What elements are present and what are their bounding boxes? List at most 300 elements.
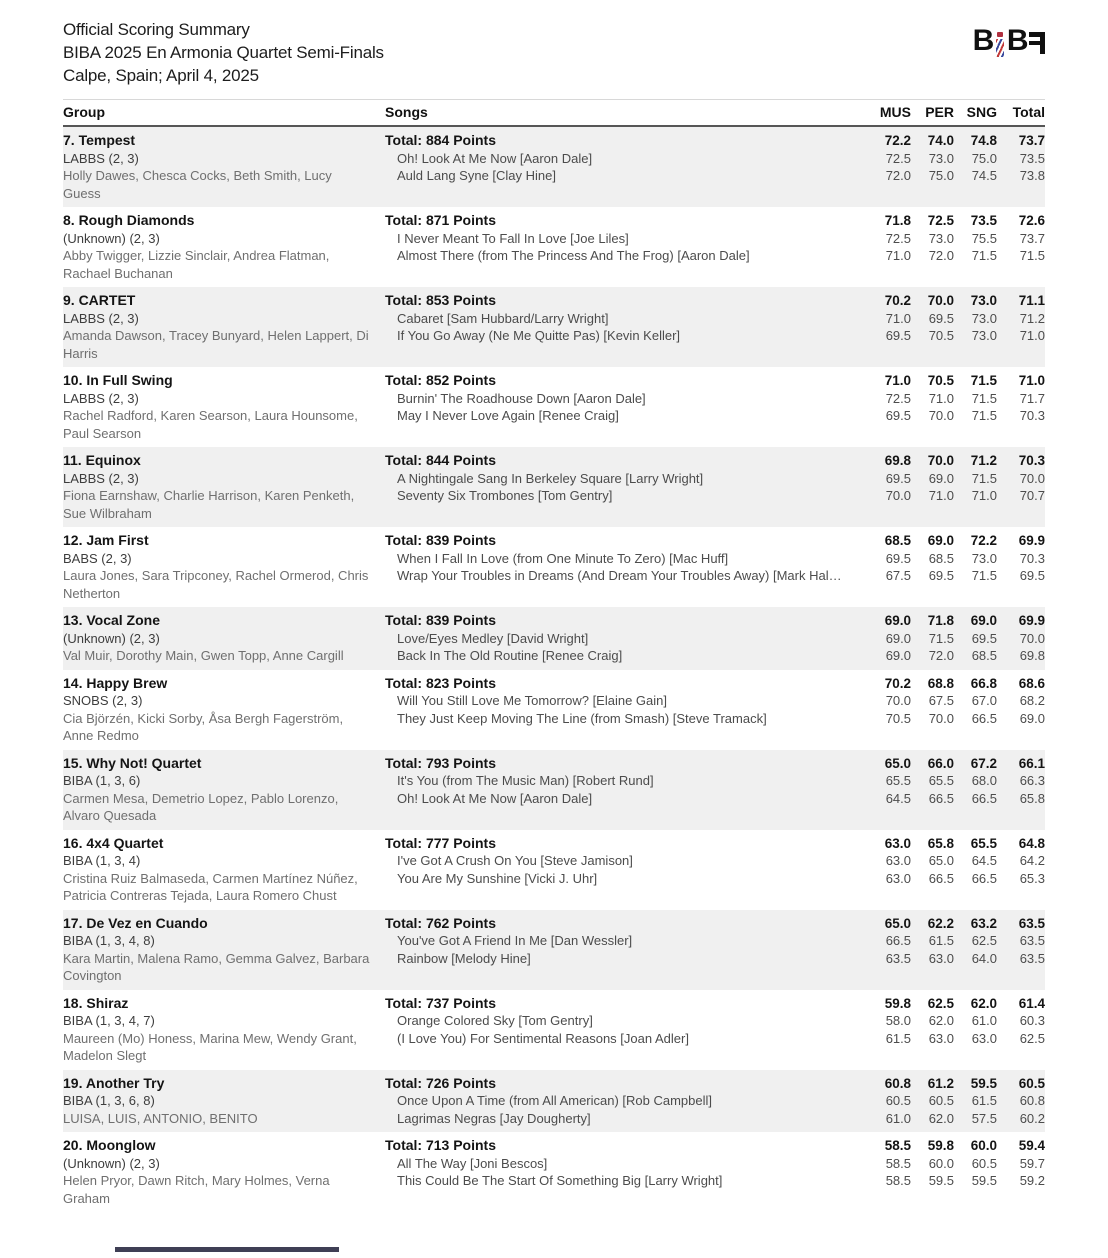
song-score-total: 63.5	[1019, 933, 1045, 948]
document-header	[63, 18, 1045, 87]
group-members: Amanda Dawson, Tracey Bunyard, Helen Lappert, Di Harris	[63, 328, 369, 361]
song-line	[385, 487, 1045, 505]
songs-and-scores-cell	[385, 1137, 1045, 1207]
barber-pole-icon	[995, 26, 1005, 57]
group-score-mus: 69.8	[884, 453, 911, 468]
song-score-sng: 67.0	[971, 693, 997, 708]
song-title: I Never Meant To Fall In Love [Joe Liles]	[397, 230, 629, 246]
group-score-mus: 71.8	[884, 213, 911, 228]
group-members: Holly Dawes, Chesca Cocks, Beth Smith, Lucy Guess	[63, 168, 332, 201]
document-title: Official Scoring Summary	[63, 20, 250, 39]
group-rank-name: 14. Happy Brew	[63, 674, 168, 691]
song-score-per: 60.0	[928, 1155, 954, 1171]
song-score-per: 70.5	[928, 328, 954, 343]
group-total-line	[385, 372, 1045, 390]
group-score-total: 63.5	[1018, 915, 1045, 931]
song-score-mus: 66.5	[885, 933, 911, 948]
group-cell	[63, 995, 385, 1065]
group-rank-name: 15. Why Not! Quartet	[63, 754, 202, 771]
song-score-sng: 60.5	[971, 1155, 997, 1171]
song-score-mus: 72.0	[885, 168, 911, 183]
group-score-per: 72.5	[927, 213, 954, 228]
group-total-points: Total: 713 Points	[385, 1137, 496, 1153]
song-score-per: 65.0	[928, 853, 954, 868]
song-score-total: 73.8	[1019, 168, 1045, 183]
song-score-mus: 60.5	[885, 1093, 911, 1108]
group-organization: LABBS (2, 3)	[63, 310, 139, 326]
group-organization: BIBA (1, 3, 4, 8)	[63, 933, 155, 948]
group-rank-name: 20. Moonglow	[63, 1137, 156, 1153]
song-score-mus: 69.5	[885, 408, 911, 423]
songs-and-scores-cell	[385, 995, 1045, 1065]
group-organization: SNOBS (2, 3)	[63, 693, 143, 708]
song-title: Rainbow [Melody Hine]	[397, 950, 531, 966]
group-total-points: Total: 871 Points	[385, 212, 496, 228]
group-organization: LABBS (2, 3)	[63, 150, 139, 166]
group-row	[63, 670, 1045, 750]
group-cell	[63, 532, 385, 602]
song-score-sng: 71.5	[971, 248, 997, 263]
group-rank-name: 19. Another Try	[63, 1074, 165, 1091]
song-score-total: 65.8	[1019, 790, 1045, 806]
group-total-points: Total: 884 Points	[385, 132, 496, 148]
song-score-total: 65.3	[1019, 870, 1045, 886]
song-score-per: 68.5	[928, 550, 954, 566]
song-score-sng: 75.5	[971, 230, 997, 246]
song-score-total: 62.5	[1019, 1030, 1045, 1046]
song-score-mus: 67.5	[885, 568, 911, 583]
group-score-total: 66.1	[1018, 755, 1045, 771]
song-score-sng: 57.5	[971, 1110, 997, 1126]
songs-and-scores-cell	[385, 452, 1045, 522]
group-rank-name: 17. De Vez en Cuando	[63, 914, 208, 931]
song-score-mus: 63.0	[885, 853, 911, 868]
song-title: Love/Eyes Medley [David Wright]	[397, 630, 589, 646]
group-rank-name: 12. Jam First	[63, 532, 149, 548]
group-cell	[63, 755, 385, 825]
song-score-sng: 71.0	[971, 488, 997, 503]
song-title: Almost There (from The Princess And The Frog) [Aaron Dale]	[397, 248, 750, 263]
song-score-sng: 71.5	[971, 408, 997, 423]
group-row	[63, 607, 1045, 670]
song-line	[385, 790, 1045, 808]
song-score-total: 59.2	[1019, 1173, 1045, 1188]
group-total-points: Total: 823 Points	[385, 674, 496, 691]
song-score-sng: 71.5	[971, 568, 997, 583]
group-rank-name: 7. Tempest	[63, 132, 136, 148]
song-title: This Could Be The Start Of Something Big [Larry Wright]	[397, 1173, 723, 1188]
table-body	[63, 127, 1045, 1212]
group-score-per: 61.2	[927, 1075, 954, 1091]
song-score-mus: 69.5	[885, 328, 911, 343]
group-row	[63, 990, 1045, 1070]
group-members: Laura Jones, Sara Tripconey, Rachel Ormerod, Chris Netherton	[63, 568, 369, 601]
group-score-sng: 73.5	[970, 213, 997, 228]
group-row	[63, 910, 1045, 990]
song-score-total: 64.2	[1019, 853, 1045, 868]
song-title: Orange Colored Sky [Tom Gentry]	[397, 1013, 593, 1028]
song-score-sng: 66.5	[971, 870, 997, 886]
barber-pole-dot	[997, 32, 1003, 37]
song-line	[385, 327, 1045, 345]
column-header-group: Group	[63, 104, 105, 120]
group-total-points: Total: 844 Points	[385, 452, 496, 468]
song-score-per: 70.0	[928, 408, 954, 423]
group-score-mus: 65.0	[884, 755, 911, 771]
song-score-mus: 72.5	[885, 150, 911, 166]
song-title: Lagrimas Negras [Jay Dougherty]	[397, 1110, 591, 1126]
song-line	[385, 1030, 1045, 1048]
song-score-per: 71.0	[928, 488, 954, 503]
group-score-per: 70.5	[927, 373, 954, 388]
song-score-total: 71.2	[1019, 310, 1045, 326]
songs-and-scores-cell	[385, 675, 1045, 745]
group-total-line	[385, 675, 1045, 693]
group-members: Rachel Radford, Karen Searson, Laura Hounsome, Paul Searson	[63, 408, 358, 441]
group-score-sng: 59.5	[970, 1075, 997, 1091]
song-score-sng: 68.5	[971, 648, 997, 663]
song-title: I've Got A Crush On You [Steve Jamison]	[397, 853, 633, 868]
group-row	[63, 1070, 1045, 1133]
group-score-mus: 69.0	[884, 613, 911, 628]
group-score-mus: 72.2	[884, 133, 911, 148]
song-score-per: 72.0	[928, 248, 954, 263]
logo-letter-b1: B	[972, 24, 993, 57]
group-cell	[63, 1137, 385, 1207]
group-score-total: 64.8	[1018, 835, 1045, 851]
group-cell	[63, 132, 385, 202]
song-line	[385, 647, 1045, 665]
song-score-mus: 65.5	[885, 773, 911, 788]
song-line	[385, 407, 1045, 425]
song-score-mus: 69.5	[885, 470, 911, 486]
group-score-mus: 65.0	[884, 915, 911, 931]
songs-and-scores-cell	[385, 915, 1045, 985]
group-score-per: 68.8	[927, 675, 954, 691]
group-rank-name: 10. In Full Swing	[63, 372, 173, 388]
song-score-total: 70.3	[1019, 408, 1045, 423]
column-header-songs: Songs	[385, 104, 428, 120]
song-score-per: 75.0	[928, 168, 954, 183]
group-score-per: 62.5	[927, 995, 954, 1011]
song-score-mus: 69.0	[885, 648, 911, 663]
song-score-total: 59.7	[1019, 1155, 1045, 1171]
song-title: All The Way [Joni Bescos]	[397, 1155, 548, 1171]
song-score-sng: 61.0	[971, 1013, 997, 1028]
song-line	[385, 230, 1045, 248]
song-title: They Just Keep Moving The Line (from Smash) [Steve Tramack]	[397, 710, 767, 726]
group-organization: (Unknown) (2, 3)	[63, 1155, 160, 1171]
song-score-per: 66.5	[928, 870, 954, 886]
song-score-sng: 71.5	[971, 470, 997, 486]
song-score-mus: 69.0	[885, 630, 911, 646]
song-score-total: 63.5	[1019, 950, 1045, 966]
song-score-per: 59.5	[928, 1173, 954, 1188]
group-total-points: Total: 737 Points	[385, 994, 496, 1011]
group-score-total: 60.5	[1018, 1075, 1045, 1091]
column-header-mus: MUS	[879, 104, 911, 120]
song-score-sng: 62.5	[971, 933, 997, 948]
group-total-line	[385, 755, 1045, 773]
group-members: Helen Pryor, Dawn Ritch, Mary Holmes, Verna Graham	[63, 1173, 330, 1206]
group-score-sng: 62.0	[970, 995, 997, 1011]
song-line	[385, 1092, 1045, 1110]
song-title: May I Never Love Again [Renee Craig]	[397, 408, 619, 423]
song-score-sng: 69.5	[971, 630, 997, 646]
group-score-total: 70.3	[1018, 453, 1045, 468]
song-line	[385, 932, 1045, 950]
song-title: Wrap Your Troubles in Dreams (And Dream Your Troubles Away) [Mark Hal…	[397, 568, 842, 583]
group-row	[63, 527, 1045, 607]
group-score-total: 69.9	[1018, 533, 1045, 548]
column-header-sng: SNG	[966, 104, 997, 120]
song-score-per: 61.5	[928, 933, 954, 948]
group-score-mus: 59.8	[884, 995, 911, 1011]
song-score-total: 70.3	[1019, 550, 1045, 566]
group-organization: BIBA (1, 3, 4, 7)	[63, 1013, 155, 1028]
group-row	[63, 447, 1045, 527]
song-score-sng: 61.5	[971, 1093, 997, 1108]
song-title: Will You Still Love Me Tomorrow? [Elaine Gain]	[397, 693, 667, 708]
song-title: (I Love You) For Sentimental Reasons [Joan Adler]	[397, 1030, 689, 1046]
group-score-sng: 71.2	[970, 453, 997, 468]
logo-glyph-stem	[1040, 32, 1045, 54]
song-score-mus: 72.5	[885, 390, 911, 406]
group-score-per: 59.8	[927, 1138, 954, 1153]
group-total-line	[385, 1137, 1045, 1155]
song-title: It's You (from The Music Man) [Robert Rund]	[397, 773, 654, 788]
song-title: You've Got A Friend In Me [Dan Wessler]	[397, 933, 633, 948]
song-score-sng: 73.0	[971, 328, 997, 343]
song-score-per: 62.0	[928, 1110, 954, 1126]
group-score-sng: 73.0	[970, 293, 997, 308]
group-score-mus: 58.5	[884, 1138, 911, 1153]
group-members: Carmen Mesa, Demetrio Lopez, Pablo Lorenzo, Alvaro Quesada	[63, 790, 339, 823]
song-score-total: 68.2	[1019, 693, 1045, 708]
song-score-sng: 74.5	[971, 168, 997, 183]
group-cell	[63, 292, 385, 362]
group-total-line	[385, 995, 1045, 1013]
song-line	[385, 550, 1045, 568]
group-score-mus: 70.2	[884, 293, 911, 308]
contest-name: BIBA 2025 En Armonia Quartet Semi-Finals	[63, 43, 384, 62]
song-score-per: 62.0	[928, 1013, 954, 1028]
song-line	[385, 150, 1045, 168]
song-score-mus: 63.5	[885, 950, 911, 966]
group-total-line	[385, 1075, 1045, 1093]
song-line	[385, 1012, 1045, 1030]
group-organization: LABBS (2, 3)	[63, 390, 139, 406]
group-rank-name: 16. 4x4 Quartet	[63, 834, 164, 851]
group-total-points: Total: 853 Points	[385, 292, 496, 308]
group-total-points: Total: 839 Points	[385, 532, 496, 548]
group-cell	[63, 612, 385, 665]
song-score-mus: 70.0	[885, 488, 911, 503]
group-cell	[63, 675, 385, 745]
song-score-per: 71.5	[928, 630, 954, 646]
group-total-line	[385, 835, 1045, 853]
group-organization: BABS (2, 3)	[63, 550, 132, 566]
group-score-total: 69.9	[1018, 613, 1045, 628]
logo-letter-b2: B	[1006, 24, 1027, 57]
group-total-line	[385, 292, 1045, 310]
song-score-sng: 66.5	[971, 790, 997, 806]
group-score-sng: 72.2	[970, 533, 997, 548]
barber-pole-stripes	[996, 39, 1004, 57]
group-cell	[63, 372, 385, 442]
group-organization: BIBA (1, 3, 6)	[63, 773, 141, 788]
song-title: A Nightingale Sang In Berkeley Square [Larry Wright]	[397, 470, 704, 486]
song-score-sng: 64.0	[971, 950, 997, 966]
song-score-sng: 71.5	[971, 390, 997, 406]
group-members: Val Muir, Dorothy Main, Gwen Topp, Anne Cargill	[63, 648, 344, 663]
group-score-sng: 60.0	[970, 1138, 997, 1153]
song-line	[385, 1110, 1045, 1128]
group-score-total: 68.6	[1018, 675, 1045, 691]
song-score-total: 70.7	[1019, 488, 1045, 503]
group-score-per: 65.8	[927, 835, 954, 851]
group-score-sng: 71.5	[970, 373, 997, 388]
group-score-total: 59.4	[1018, 1138, 1045, 1153]
column-header-per: PER	[925, 104, 954, 120]
group-total-line	[385, 612, 1045, 630]
song-score-total: 73.7	[1019, 230, 1045, 246]
song-score-per: 67.5	[928, 693, 954, 708]
song-line	[385, 852, 1045, 870]
group-score-total: 71.0	[1018, 373, 1045, 388]
song-score-mus: 71.0	[885, 310, 911, 326]
song-score-mus: 64.5	[885, 790, 911, 806]
songs-and-scores-cell	[385, 292, 1045, 362]
songs-and-scores-cell	[385, 755, 1045, 825]
group-score-per: 70.0	[927, 453, 954, 468]
song-score-total: 71.5	[1019, 248, 1045, 263]
group-members: Maureen (Mo) Honess, Marina Mew, Wendy Grant, Madelon Slegt	[63, 1030, 357, 1063]
song-score-per: 69.0	[928, 470, 954, 486]
song-score-per: 73.0	[928, 230, 954, 246]
song-title: You Are My Sunshine [Vicki J. Uhr]	[397, 870, 598, 886]
logo-turned-f-glyph	[1029, 32, 1045, 54]
contest-location-date: Calpe, Spain; April 4, 2025	[63, 66, 259, 85]
group-score-sng: 67.2	[970, 755, 997, 771]
group-total-points: Total: 852 Points	[385, 372, 496, 388]
group-organization: BIBA (1, 3, 6, 8)	[63, 1093, 155, 1108]
group-rank-name: 11. Equinox	[63, 452, 141, 468]
song-line	[385, 630, 1045, 648]
group-row	[63, 367, 1045, 447]
song-score-sng: 68.0	[971, 773, 997, 788]
group-cell	[63, 452, 385, 522]
song-line	[385, 692, 1045, 710]
song-line	[385, 247, 1045, 265]
song-line	[385, 310, 1045, 328]
song-title: Oh! Look At Me Now [Aaron Dale]	[397, 790, 593, 806]
song-score-sng: 64.5	[971, 853, 997, 868]
song-line	[385, 390, 1045, 408]
song-score-total: 60.3	[1019, 1013, 1045, 1028]
song-score-total: 73.5	[1019, 150, 1045, 166]
group-total-points: Total: 777 Points	[385, 834, 496, 851]
song-title: Back In The Old Routine [Renee Craig]	[397, 648, 623, 663]
group-score-per: 70.0	[927, 293, 954, 308]
song-score-total: 69.5	[1019, 568, 1045, 583]
group-rank-name: 9. CARTET	[63, 292, 136, 308]
song-line	[385, 710, 1045, 728]
song-score-total: 60.8	[1019, 1093, 1045, 1108]
group-score-mus: 68.5	[884, 533, 911, 548]
song-score-total: 66.3	[1019, 773, 1045, 788]
song-score-mus: 69.5	[885, 550, 911, 566]
group-cell	[63, 835, 385, 905]
song-line	[385, 167, 1045, 185]
song-score-per: 60.5	[928, 1093, 954, 1108]
songs-and-scores-cell	[385, 372, 1045, 442]
group-members: Cristina Ruiz Balmaseda, Carmen Martínez Núñez, Patricia Contreras Tejada, Laura Romero Chust	[63, 870, 358, 903]
song-score-total: 70.0	[1019, 470, 1045, 486]
group-score-total: 61.4	[1018, 995, 1045, 1011]
song-score-sng: 73.0	[971, 550, 997, 566]
song-line	[385, 567, 1045, 585]
group-score-sng: 69.0	[970, 613, 997, 628]
songs-and-scores-cell	[385, 1075, 1045, 1128]
group-cell	[63, 1075, 385, 1128]
song-score-total: 70.0	[1019, 630, 1045, 646]
group-members: Abby Twigger, Lizzie Sinclair, Andrea Flatman, Rachael Buchanan	[63, 248, 330, 281]
group-score-mus: 60.8	[884, 1075, 911, 1091]
group-score-per: 62.2	[927, 915, 954, 931]
group-score-total: 73.7	[1018, 133, 1045, 148]
group-score-per: 71.8	[927, 613, 954, 628]
song-score-sng: 63.0	[971, 1030, 997, 1046]
group-cell	[63, 915, 385, 985]
song-score-per: 73.0	[928, 150, 954, 166]
song-line	[385, 772, 1045, 790]
group-total-line	[385, 915, 1045, 933]
group-row	[63, 127, 1045, 207]
group-members: Cia Björzén, Kicki Sorby, Åsa Bergh Fagerström, Anne Redmo	[63, 710, 344, 743]
songs-and-scores-cell	[385, 835, 1045, 905]
group-total-line	[385, 452, 1045, 470]
group-total-points: Total: 762 Points	[385, 914, 496, 931]
group-score-sng: 74.8	[970, 133, 997, 148]
songs-and-scores-cell	[385, 132, 1045, 202]
song-title: Auld Lang Syne [Clay Hine]	[397, 168, 556, 183]
song-score-sng: 66.5	[971, 710, 997, 726]
group-score-per: 66.0	[927, 755, 954, 771]
song-score-sng: 73.0	[971, 310, 997, 326]
song-title: Once Upon A Time (from All American) [Rob Campbell]	[397, 1093, 713, 1108]
song-score-sng: 75.0	[971, 150, 997, 166]
song-score-per: 69.5	[928, 310, 954, 326]
group-members: Fiona Earnshaw, Charlie Harrison, Karen Penketh, Sue Wilbraham	[63, 488, 355, 521]
song-score-mus: 61.0	[885, 1110, 911, 1126]
song-line	[385, 950, 1045, 968]
group-members: Kara Martin, Malena Ramo, Gemma Galvez, Barbara Covington	[63, 950, 370, 983]
group-row	[63, 750, 1045, 830]
group-total-points: Total: 726 Points	[385, 1074, 496, 1091]
song-score-mus: 58.5	[885, 1173, 911, 1188]
song-score-per: 71.0	[928, 390, 954, 406]
song-score-mus: 63.0	[885, 870, 911, 886]
song-score-total: 69.8	[1019, 648, 1045, 663]
group-cell	[63, 212, 385, 282]
song-score-mus: 72.5	[885, 230, 911, 246]
song-score-per: 72.0	[928, 648, 954, 663]
song-title: When I Fall In Love (from One Minute To Zero) [Mac Huff]	[397, 550, 729, 566]
group-total-line	[385, 212, 1045, 230]
table-header-row	[63, 99, 1045, 127]
group-score-per: 74.0	[927, 133, 954, 148]
